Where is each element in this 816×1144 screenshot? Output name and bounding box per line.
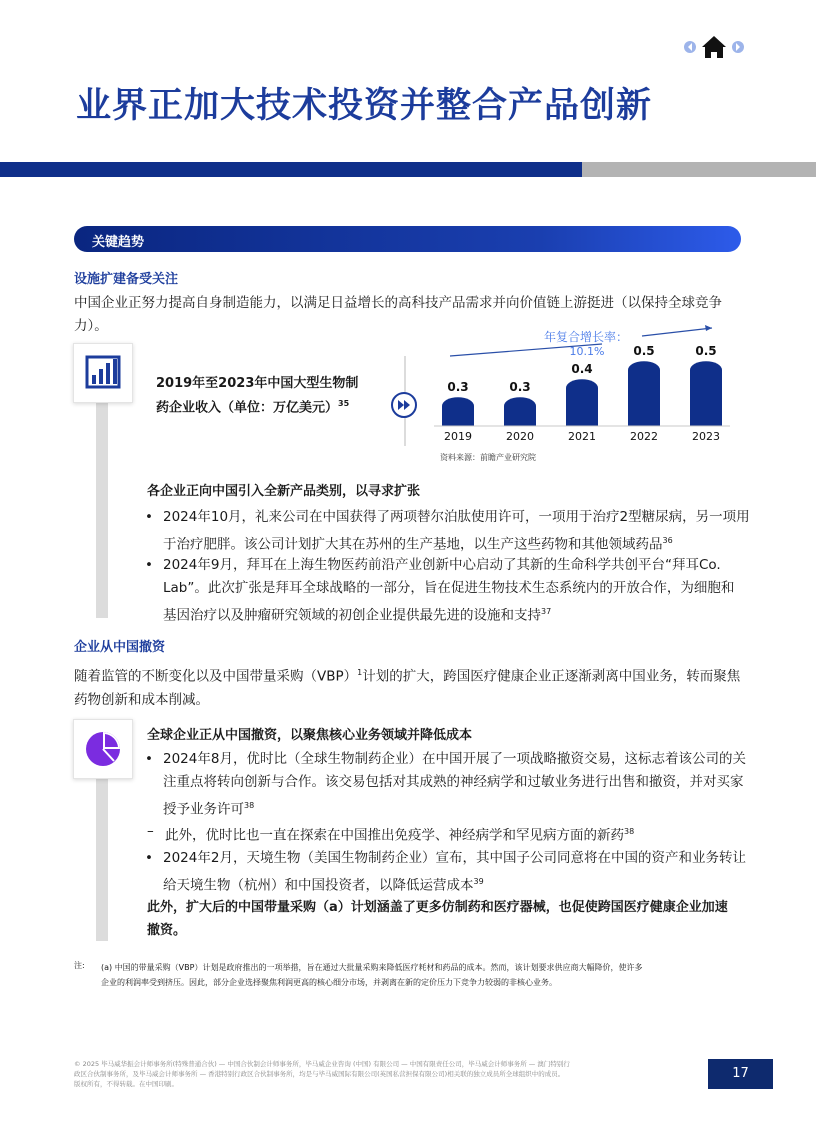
chart-value-label: 0.5 — [695, 344, 717, 359]
list-item: • 2024年9月，拜耳在上海生物医药前沿产业创新中心启动了其新的生命科学共创平台“拜耳Co. Lab”。此次扩张是拜耳全球战略的一部分，旨在促进生物技术生态系统内的开放合作，为细胞和 基因治疗以及肿瘤研究领域的初创企业提供最先进的设施和支持$^{37}$ — [145, 557, 735, 624]
pie-icon-box — [73, 719, 133, 779]
chart-bar-2022 — [628, 361, 660, 426]
list-item: • 2024年10月，礼来公司在中国获得了两项替尔泊肽使用许可，一项用于治疗2型糖尿病，另一项用 于治疗肥胖。该公司计划扩大其在苏州的生产基地，以生产这些药物和其他领域药品$^{36}$ — [145, 509, 750, 553]
chart-bar-2020 — [504, 397, 536, 426]
cagr-label-1: 年复合增长率： — [543, 330, 629, 344]
chart-category-label: 2023 — [692, 430, 720, 443]
chart-bar-2019 — [442, 397, 474, 426]
section2-heading: 企业从中国撤资 — [74, 640, 166, 655]
section1-heading: 设施扩建备受关注 — [74, 272, 179, 287]
bar-chart-icon — [74, 344, 132, 402]
chart-category-label: 2022 — [630, 430, 658, 443]
pie-chart-icon — [74, 720, 132, 778]
chart-bar-2023 — [690, 361, 722, 426]
cagr-arrowhead — [705, 325, 712, 331]
chart-value-label: 0.4 — [571, 362, 593, 377]
chart-category-label: 2020 — [506, 430, 534, 443]
sub-list-item: – 此外，优时比也一直在探索在中国推出免疫学、神经病学和罕见病方面的新药$^{38}$ — [147, 823, 635, 844]
section1-timeline — [96, 370, 108, 618]
page-number: 17 — [708, 1059, 773, 1089]
header-bar-blue — [0, 162, 582, 177]
key-trends-label: 关键趋势 — [92, 235, 145, 250]
fast-forward-icon — [393, 394, 415, 416]
chart-source: 资料来源：前瞻产业研究院 — [440, 453, 536, 462]
footer-copyright: © 2025 毕马威华振会计师事务所(特殊普通合伙) — 中国合伙制会计师事务所，毕马威企业咨询 (中国) 有限公司 — 中国有限责任公司，毕马威会计师事务所 — 澳门特别行 政区合伙制事务所，及毕马威会计师事务所 — 香港特别行政区合伙制事务所，均是与毕马威国际有限公司(英国私营担保有限公司)相关联的独立成员所全球组织中的成员。 版权所有，不得转载。在中国印刷。 — [74, 1060, 570, 1088]
section2-subheading: 全球企业正从中国撤资，以聚焦核心业务领域并降低成本 — [147, 728, 473, 743]
chart-value-label: 0.5 — [633, 344, 655, 359]
cagr-label-2: 10.1% — [569, 345, 605, 358]
home-icon[interactable] — [702, 36, 726, 58]
header-bar-grey — [582, 162, 816, 177]
cagr-arrow-2 — [642, 328, 712, 336]
section2-intro: 随着监管的不断变化以及中国带量采购（VBP）$^1$计划的扩大，跨国医疗健康企业正逐渐剥离中国业务，转而聚焦 药物创新和成本削减。 — [74, 668, 741, 708]
chart-icon-box — [73, 343, 133, 403]
note-label: 注: — [74, 961, 85, 970]
section1-subheading: 各企业正向中国引入全新产品类别，以寻求扩张 — [147, 484, 421, 499]
chart-value-label: 0.3 — [447, 380, 469, 395]
chevron-right-icon[interactable] — [732, 41, 744, 53]
list-item: • 2024年8月，优时比（全球生物制药企业）在中国开展了一项战略撤资交易，这标志着该公司的关 注重点将转向创新与合作。该交易包括对其成熟的神经病学和过敏业务进行出售和撤资，并对买家 授予业务许可$^{38}$ — [145, 751, 746, 818]
page-title: 业界正加大技术投资并整合产品创新 — [76, 86, 653, 126]
chart-category-label: 2019 — [444, 430, 472, 443]
section1-intro: 中国企业正努力提高自身制造能力，以满足日益增长的高科技产品需求并向价值链上游挺进（以保持全球竞争 力）。 — [74, 295, 722, 334]
revenue-bar-chart — [430, 320, 740, 470]
chart-bar-2021 — [566, 379, 598, 426]
note-text: (a) 中国的带量采购（VBP）计划是政府推出的一项举措，旨在通过大批量采购来降低医疗耗材和药品的成本。然而，该计划要求供应商大幅降价，使许多 企业的利润率受到挤压。因此，部分企业选择聚焦利润更高的核心细分市场，并剥离在新的定价压力下竞争力较弱的非核心业务。 — [101, 963, 643, 987]
list-item: • 2024年2月，天境生物（美国生物制药企业）宣布，其中国子公司同意将在中国的资产和业务转让 给天境生物（杭州）和中国投资者，以降低运营成本$^{39}$ — [145, 850, 746, 894]
section2-closing: 此外，扩大后的中国带量采购（a）计划涵盖了更多仿制药和医疗器械，也促使跨国医疗健康企业加速 撤资。 — [147, 900, 728, 938]
chart-title: 2019年至2023年中国大型生物制 药企业收入（单位：万亿美元）$^{35}$ — [156, 376, 359, 416]
key-trends-banner — [74, 226, 741, 252]
page-navigation — [683, 34, 745, 60]
fast-forward-button[interactable] — [391, 392, 417, 418]
chart-category-label: 2021 — [568, 430, 596, 443]
chevron-left-icon[interactable] — [684, 41, 696, 53]
chart-value-label: 0.3 — [509, 380, 531, 395]
